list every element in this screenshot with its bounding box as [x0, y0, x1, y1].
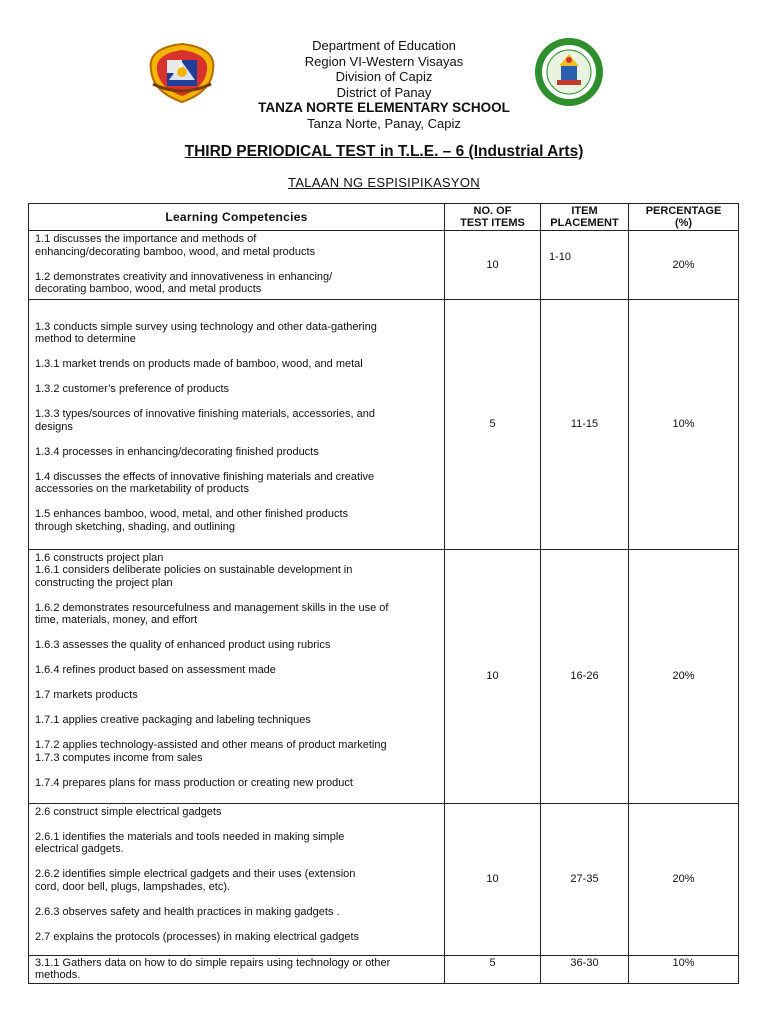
- competency-item: 3.1.1 Gathers data on how to do simple repairs using technology or other methods.: [35, 956, 391, 981]
- school-name: TANZA NORTE ELEMENTARY SCHOOL: [258, 100, 510, 115]
- item-placement-cell: 36-30: [541, 955, 629, 983]
- department-name: Department of Education: [312, 38, 456, 53]
- table-row: [29, 803, 739, 955]
- competency-item: 1.6 constructs project plan 1.6.1 considers deliberate policies on sustainable development in constructing the project plan: [35, 551, 353, 589]
- competency-item: 1.6.2 demonstrates resourcefulness and management skills in the use of time, materials, money, and effort: [35, 601, 389, 626]
- header-no-of-test-items: NO. OF TEST ITEMS: [445, 204, 541, 231]
- competency-item: 1.3.3 types/sources of innovative finishing materials, accessories, and designs: [35, 408, 375, 433]
- competencies-cell: [29, 231, 445, 300]
- competency-item: 1.5 enhances bamboo, wood, metal, and other finished products through sketching, shading, and outlining: [35, 508, 349, 533]
- competency-item: 2.6.3 observes safety and health practices in making gadgets .: [35, 905, 340, 918]
- division-name: Division of Capiz: [335, 69, 433, 84]
- competency-item: 1.6.4 refines product based on assessment made: [35, 664, 276, 676]
- district-name: District of Panay: [336, 84, 432, 100]
- competency-item: 1.7.4 prepares plans for mass production or creating new product: [35, 776, 353, 789]
- table-row: [29, 955, 739, 983]
- test-items-cell: 10: [445, 803, 541, 955]
- competencies-cell: [29, 549, 445, 803]
- competencies-cell: [29, 803, 445, 955]
- test-title: THIRD PERIODICAL TEST in T.L.E. – 6 (Industrial Arts): [184, 143, 584, 160]
- item-placement-cell: 16-26: [541, 549, 629, 803]
- item-placement-cell: [541, 231, 629, 300]
- competencies-cell: [29, 299, 445, 549]
- competency-item: 2.6.1 identifies the materials and tools needed in making simple electrical gadgets.: [35, 830, 345, 855]
- header-learning-competencies: Learning Competencies: [29, 204, 445, 231]
- competency-item: 1.3.2 customer’s preference of products: [35, 383, 230, 395]
- table-row: [29, 231, 739, 300]
- test-items-cell: 5: [445, 955, 541, 983]
- item-placement-value: 1-10: [549, 250, 572, 263]
- test-items-cell: 10: [445, 549, 541, 803]
- table-header-row: [29, 204, 739, 231]
- competency-item: 1.3.1 market trends on products made of bamboo, wood, and metal: [35, 358, 363, 370]
- competency-item: 1.4 discusses the effects of innovative finishing materials and creative accessories on the marketability of products: [35, 470, 375, 495]
- competency-item: 1.3.4 processes in enhancing/decorating finished products: [35, 445, 319, 458]
- percentage-cell: 20%: [629, 549, 739, 803]
- header-percentage: PERCENTAGE (%): [629, 204, 739, 231]
- competency-item: 1.7.1 applies creative packaging and labeling techniques: [35, 714, 311, 726]
- school-address: Tanza Norte, Panay, Capiz: [307, 115, 461, 131]
- competency-item: 1.6.3 assesses the quality of enhanced product using rubrics: [35, 639, 331, 651]
- percentage-cell: 20%: [629, 803, 739, 955]
- competencies-cell: [29, 955, 445, 983]
- table-subtitle: TALAAN NG ESPISIPIKASYON: [288, 175, 480, 190]
- item-placement-cell: 11-15: [541, 299, 629, 549]
- competency-item: 1.7 markets products: [35, 689, 138, 701]
- test-items-cell: 10: [445, 231, 541, 300]
- competency-item: 1.2 demonstrates creativity and innovativeness in enhancing/ decorating bamboo, wood, and metal products: [35, 270, 333, 295]
- competency-item: 2.6.2 identifies simple electrical gadgets and their uses (extension cord, door bell, plugs, lampshades, etc).: [35, 868, 356, 893]
- competency-item: 2.6 construct simple electrical gadgets: [35, 805, 222, 818]
- table-row: [29, 549, 739, 803]
- percentage-cell: 10%: [629, 299, 739, 549]
- item-placement-cell: 27-35: [541, 803, 629, 955]
- competency-item: 2.7 explains the protocols (processes) in making electrical gadgets: [35, 930, 360, 943]
- region-name: Region VI-Western Visayas: [304, 53, 464, 69]
- competency-item: 1.3 conducts simple survey using technology and other data-gathering method to determine: [35, 320, 377, 345]
- percentage-cell: 10%: [629, 955, 739, 983]
- header-item-placement: ITEM PLACEMENT: [541, 204, 629, 231]
- competency-item: 1.7.2 applies technology-assisted and other means of product marketing 1.7.3 computes income from sales: [35, 739, 387, 764]
- specification-table: [28, 203, 739, 984]
- table-row: [29, 299, 739, 549]
- competency-item: 1.1 discusses the importance and methods of enhancing/decorating bamboo, wood, and metal products: [35, 233, 316, 258]
- document-header: [0, 38, 768, 131]
- percentage-cell: 20%: [629, 231, 739, 300]
- test-items-cell: 5: [445, 299, 541, 549]
